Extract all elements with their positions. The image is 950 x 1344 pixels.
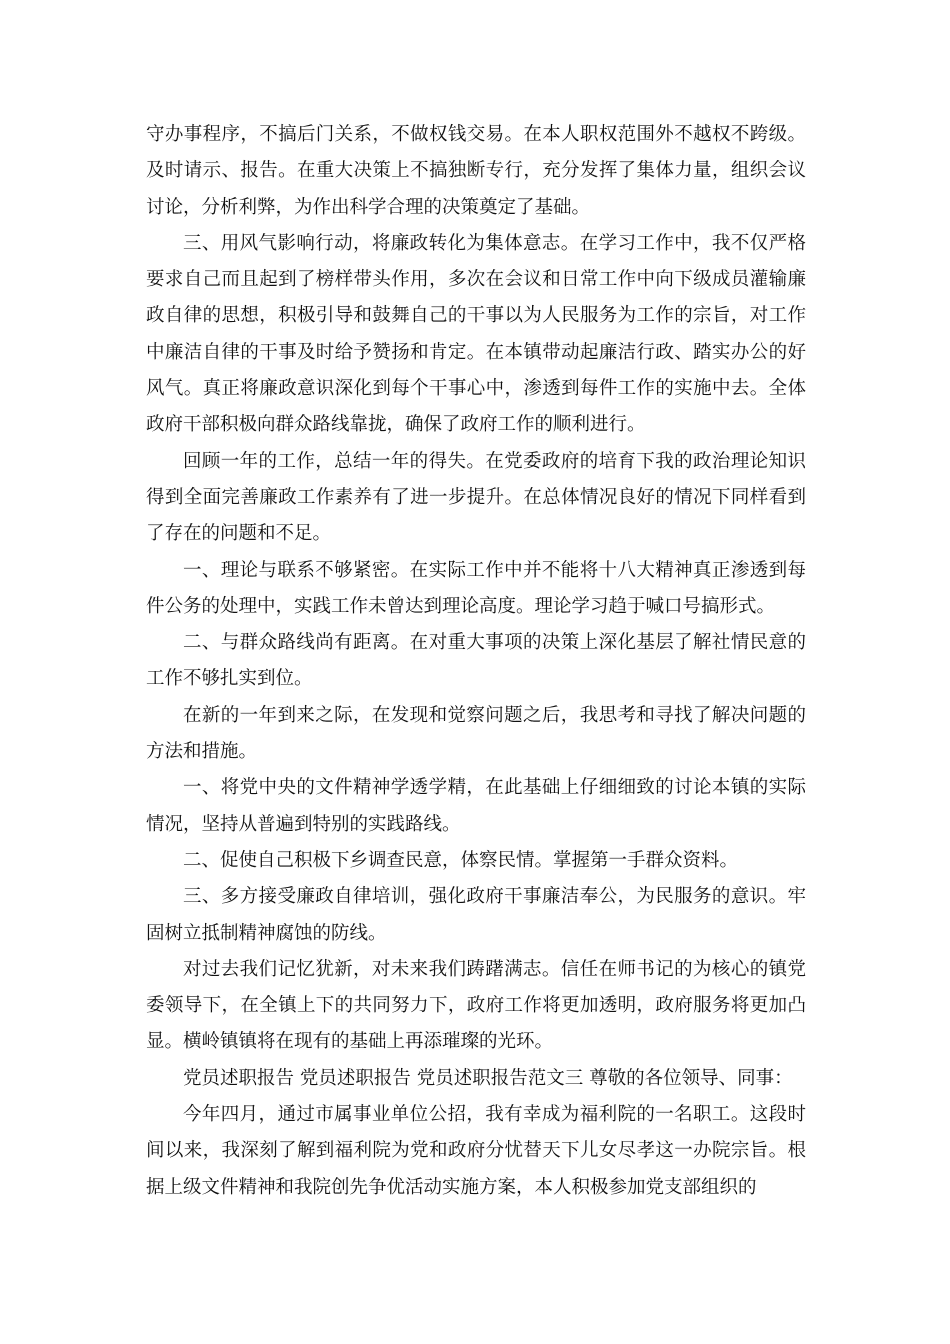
paragraph-1: 守办事程序，不搞后门关系，不做权钱交易。在本人职权范围外不越权不跨级。及时请示、报告。在重大决策上不搞独断专行，充分发挥了集体力量，组织会议讨论，分析利弊，为作出科学合理的决策奠定了基础。 (146, 124, 806, 218)
paragraph-4: 一、理论与联系不够紧密。在实际工作中并不能将十八大精神真正渗透到每件公务的处理中，实践工作未曾达到理论高度。理论学习趋于喊口号搞形式。 (146, 559, 806, 617)
document-body (146, 117, 806, 1206)
paragraph-11: 党员述职报告 党员述职报告 党员述职报告范文三 尊敬的各位领导、同事： (183, 1067, 793, 1089)
paragraph-9: 三、多方接受廉政自律培训，强化政府干事廉洁奉公，为民服务的意识。牢固树立抵制精神腐蚀的防线。 (146, 886, 806, 944)
paragraph-3: 回顾一年的工作，总结一年的得失。在党委政府的培育下我的政治理论知识得到全面完善廉政工作素养有了进一步提升。在总体情况良好的情况下同样看到了存在的问题和不足。 (146, 450, 806, 545)
paragraph-12: 今年四月，通过市属事业单位公招，我有幸成为福利院的一名职工。这段时间以来，我深刻了解到福利院为党和政府分忧替天下儿女尽孝这一办院宗旨。根据上级文件精神和我院创先争优活动实施方案，本人积极参加党支部组织的 (146, 1104, 806, 1198)
paragraph-6: 在新的一年到来之际，在发现和觉察问题之后，我思考和寻找了解决问题的方法和措施。 (146, 704, 806, 763)
paragraph-8: 二、促使自己积极下乡调查民意，体察民情。掌握第一手群众资料。 (183, 849, 739, 871)
paragraph-10: 对过去我们记忆犹新，对未来我们踌躇满志。信任在师书记的为核心的镇党委领导下，在全镇上下的共同努力下，政府工作将更加透明，政府服务将更加凸显。横岭镇镇将在现有的基础上再添璀璨的光环。 (146, 958, 806, 1053)
paragraph-5: 二、与群众路线尚有距离。在对重大事项的决策上深化基层了解社情民意的工作不够扎实到位。 (146, 632, 806, 690)
paragraph-2: 三、用风气影响行动，将廉政转化为集体意志。在学习工作中，我不仅严格要求自己而且起到了榜样带头作用，多次在会议和日常工作中向下级成员灌输廉政自律的思想，积极引导和鼓舞自己的干事以为人民服务为工作的宗旨，对工作中廉洁自律的干事及时给予赞扬和肯定。在本镇带动起廉洁行政、踏实办公的好风气。真正将廉政意识深化到每个干事心中，渗透到每件工作的实施中去。全体政府干部积极向群众路线靠拢，确保了政府工作的顺利进行。 (146, 232, 806, 436)
paragraph-7: 一、将党中央的文件精神学透学精，在此基础上仔细细致的讨论本镇的实际情况，坚持从普遍到特别的实践路线。 (146, 777, 806, 835)
